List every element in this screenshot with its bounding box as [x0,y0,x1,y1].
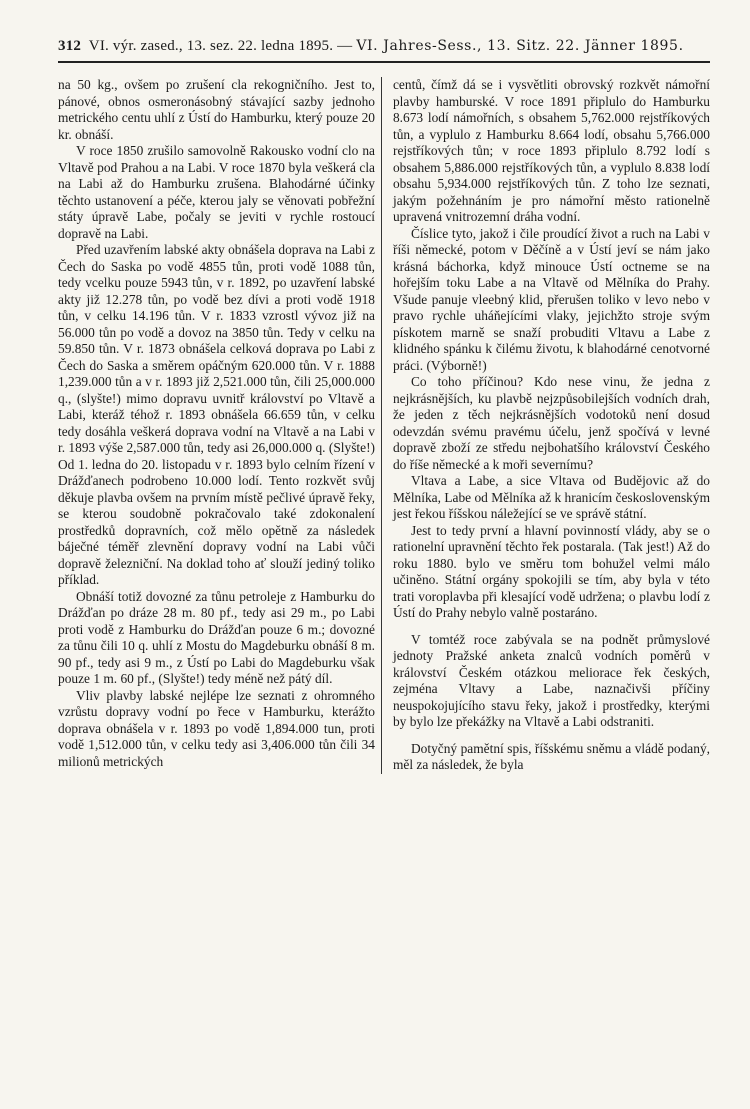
paragraph: Co toho příčinou? Kdo nese vinu, že jedna z nejkrásnějších, ku plavbě nejzpůsobilejších vodních drah, že jeden z těch nejkrásnějších vodotoků není dosud odevzdán svému pravému účelu, jenž spočívá v levné dopravě zboží ze středu nejbohatšího království Českého do říše německé a k moři severnímu? [392,374,710,472]
paragraph: Obnáší totiž dovozné za tůnu petroleje z Hamburku do Drážďan po dráze 28 m. 80 pf., tedy asi 29 m., po Labi proti vodě z Hamburku do Drážďan pouze 6 m.; dovozné za tůnu čili 10 q. uhlí z Mostu do Magdeburku obnáší 8 m. 90 pf., tedy asi 9 m., z Ústí po Labi do Magdeburku však pouze 1 m. 60 pf., (Slyšte!) tedy méně než pátý díl. [58,588,375,686]
paragraph: Jest to tedy první a hlavní povinností vlády, aby se o rationelní upravnění těchto řek postarala. (Tak jest!) Až do roku 1880. bylo ve směru tom bohužel velmi málo učiněno. Státní orgány spokojili se tím, aby byla v této trati voroplavba při klesající vodě udržena; o plavbu lodí z Ústí do Prahy nebylo valně postaráno. [392,522,710,620]
paragraph: Vliv plavby labské nejlépe lze seznati z ohromného vzrůstu dopravy vodní po řece v Hamburku, kterážto doprava obnášela v r. 1893 po vodě 1,894.000 tun, proti vodě 1,512.000 tůn, v celku tedy asi 3,406.000 tůn čili 34 milionů metrických [58,687,375,769]
paragraph: centů, čímž dá se i vysvětliti obrovský rozkvět námořní plavby hamburské. V roce 1891 připlulo do Hamburku 8.673 lodí námořních, s obsahem 5,762.000 rejstříkových tůn, a vyplulo z Hamburku 8.664 lodí, obsahu 5,766.000 rejstříkových tůn; v roce 1893 připlulo 8.792 lodí s obsahem 5,886.000 rejstříkových tůn, a vyplulo 8.838 lodí obsahu 5,934.000 rejstříkových tůn. Z toho lze seznati, jakým požehnáním je pro námořní město rationelně upravená vnitrozemní dráha vodní. [392,77,710,224]
paragraph: Před uzavřením labské akty obnášela doprava na Labi z Čech do Saska po vodě 4855 tůn, proti vodě 1088 tůn, tedy vcelku pouze 5943 tůn, v r. 1892, po uzavření labské akty již 12.278 tůn, po vodě bez dívi a proti vodě 1918 tůn, v celku 14.196 tůn. V r. 1833 vzrostl vývoz již na 56.000 tůn po vodě a dovoz na 3850 tůn. Tedy v celku na 59.850 tůn. V r. 1873 obnášela celková doprava po Labi z Čech do Saska a směrem opáčným 620.000 tůn. V r. 1888 1,239.000 tůn a v r. 1893 již 2,521.000 tůn, čili 25,000.000 q., (slyšte!) mimo dopravu uvnitř království po Vltavě a Labi, kteráž téhož r. 1893 obnášela 66.659 tůn, v celku tedy dosáhla veškerá doprava vodní na Vltavě a na Labi v r. 1893 výše 2,587.000 tůn, tedy asi 26,000.000 q. (Slyšte!) Od 1. ledna do 20. listopadu v r. 1893 bylo celním řízení v Drážďanech podrobeno 10.000 lodí. Tento rozkvět svůj děkuje plavba ovšem na prvním místě pečlivé úpravě řeky, se kterou soudobně pokračovalo také zdokonalení prostředků dopravních, což mělo opětně za následek báječné téměř zlevnění dopravy vodní na Labi vůči dopravě železniční. Na doklad toho ať slouží jediný toliko příklad. [58,242,375,587]
right-column [387,77,710,774]
page-header [58,38,710,63]
paragraph: Dotyčný pamětní spis, říšskému sněmu a vládě podaný, měl za následek, že byla [392,740,710,772]
left-column [58,77,381,770]
paragraph: Číslice tyto, jakož i čile proudící život a ruch na Labi v říši německé, potom v Děčíně a v Ústí jeví se nám jako krásná báchorka, když minouce Ústí octneme se na hořejším toku Labe a na Vltavě od Mělníka do Prahy. Všude panuje vleebný klid, přerušen toliko v levo nebo v pravo rychle uháňejícími vlaky, jejichžto stroje svým pískotem marně se snaží probuditi Vltavu a Labe z klidného spánku k čilému životu, k blahodárné cenotvorné práci. (Výborně!) [392,225,710,373]
header-title-german: VI. Jahres-Sess., 13. Sitz. 22. Jänner 1895. [356,38,684,54]
column-divider [381,77,382,774]
text-columns [58,77,710,774]
paragraph: Vltava a Labe, a sice Vltava od Budějovic až do Mělníka, Labe od Mělníka až k hranicím československým jest řekou říšskou náležející se ve správě státní. [392,473,710,521]
paragraph: V roce 1850 zrušilo samovolně Rakousko vodní clo na Vltavě pod Prahou a na Labi. V roce 1870 byla veškerá cla na Labi až do Hamburku zrušena. Blahodárné účinky těchto ustanovení a péče, kterou jaly se věnovati pobřežní státy úpravě Labe, počaly se jeviti v rychle rostoucí dopravě na Labi. [58,143,375,241]
page-number: 312 [58,38,82,54]
header-title-czech: VI. výr. zased., 13. sez. 22. ledna 1895. [88,38,334,54]
paragraph: V tomtéž roce zabývala se na podnět průmyslové jednoty Pražské anketa znalců vodních poměrů v království Českém otázkou meliorace řek českých, zejména Vltavy a Labe, naznačivši příčiny neuspokojujícího stavu řeky, jakož i prostředky, kterými by bylo lze překážky na Vltavě a Labi odstraniti. [392,631,710,729]
header-separator: — [337,38,353,54]
paragraph: na 50 kg., ovšem po zrušení cla rekogničního. Jest to, pánové, obnos osmeronásobný stávající sazby jednoho metrického centu uhlí z Ústí do Hamburku, který pouze 20 kr. obnáší. [58,77,375,142]
